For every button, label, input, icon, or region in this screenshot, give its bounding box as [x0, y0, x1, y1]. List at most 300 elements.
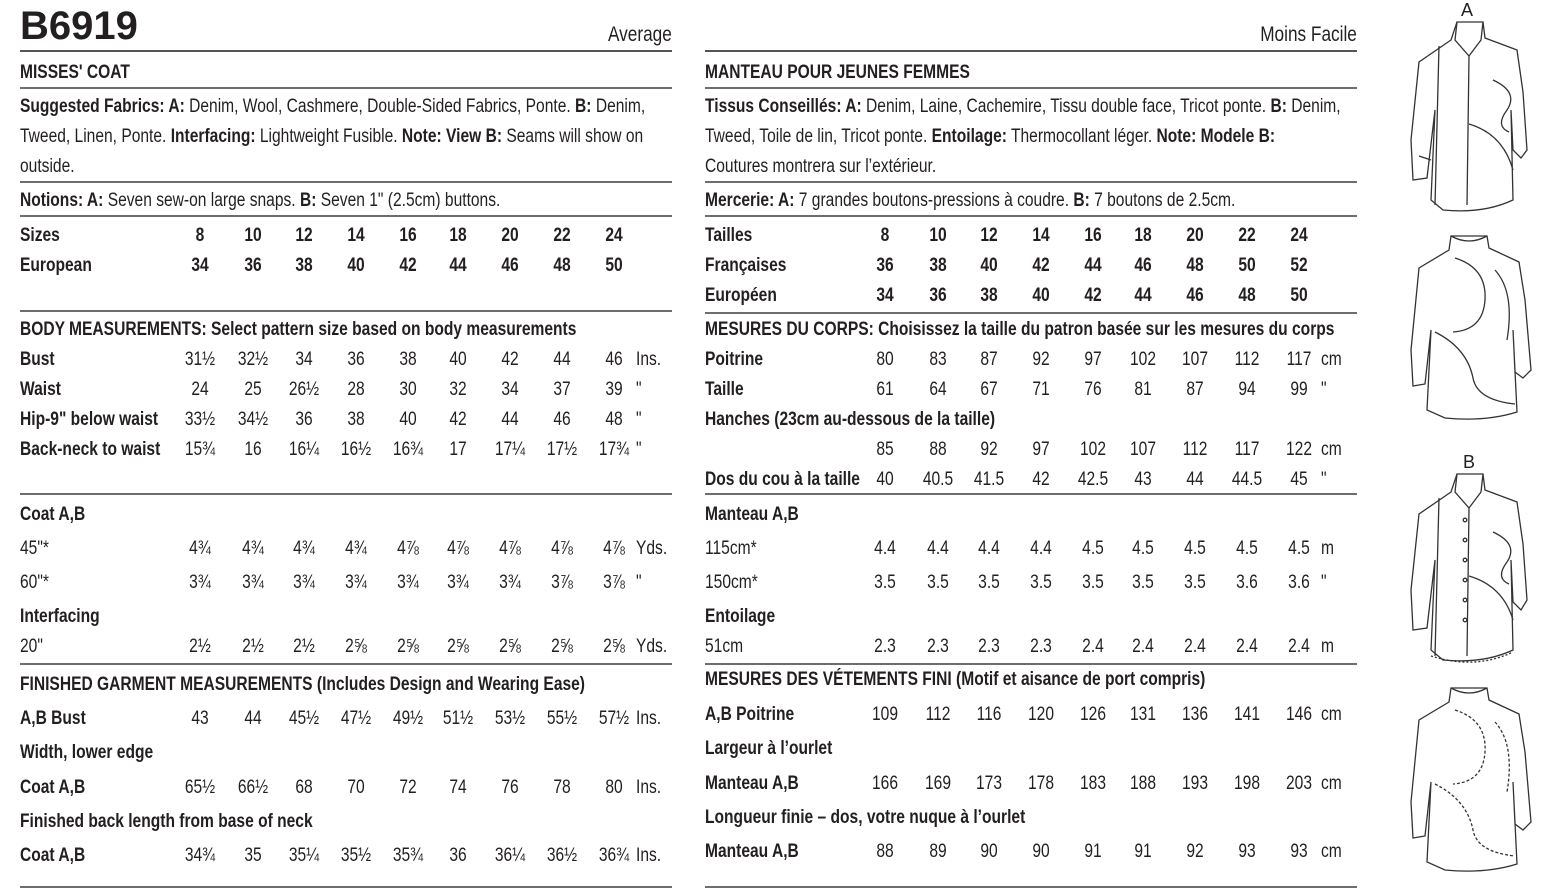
table-cell: 17½	[546, 439, 578, 460]
table-cell: 4⅞	[447, 538, 469, 559]
table-cell: 36½	[546, 845, 578, 866]
table-cell: 17	[449, 439, 467, 460]
table-cell: 34	[191, 255, 209, 276]
table-cell: 35½	[340, 845, 372, 866]
table-cell: 42	[1084, 285, 1102, 306]
text-segment: Thermocollant léger.	[1006, 126, 1157, 147]
table-cell: 3.5	[1132, 572, 1154, 593]
text-segment: Seven sew-on large snaps.	[103, 190, 300, 211]
table-cell: 3.5	[927, 572, 949, 593]
table-cell: 203	[1286, 773, 1312, 794]
table-cell: 44.5	[1231, 469, 1263, 490]
table-cell: 89	[929, 841, 947, 862]
table-cell: 38	[295, 255, 313, 276]
table-cell: 12	[980, 225, 998, 246]
table-cell: 3⅞	[603, 572, 625, 593]
unit-label: m	[1321, 636, 1334, 657]
table-cell: 46	[1186, 285, 1204, 306]
table-cell: 81	[1134, 379, 1152, 400]
table-cell: 88	[929, 439, 947, 460]
section-heading: MESURES DES VÉTEMENTS FINI (Motif et aisance de port compris)	[705, 669, 1206, 690]
row-label: 115cm*	[705, 538, 757, 559]
table-cell: 34	[295, 349, 313, 370]
table-cell: 99	[1290, 379, 1308, 400]
table-cell: 48	[1186, 255, 1204, 276]
text-segment: Mercerie: A:	[705, 190, 795, 211]
divider	[20, 886, 672, 888]
text-segment: Interfacing:	[170, 126, 256, 147]
table-cell: 25	[244, 379, 262, 400]
text-segment: Seams will show on	[502, 126, 644, 147]
table-cell: 2.3	[874, 636, 896, 657]
table-cell: 65½	[184, 777, 216, 798]
row-label: Coat A,B	[20, 777, 86, 798]
table-cell: 35	[244, 845, 262, 866]
table-cell: 34	[876, 285, 894, 306]
table-cell: 85	[876, 439, 894, 460]
table-cell: 97	[1084, 349, 1102, 370]
table-cell: 4¾	[189, 538, 211, 559]
table-cell: 16¼	[288, 439, 320, 460]
table-cell: 188	[1130, 773, 1156, 794]
fabrics-line	[20, 96, 645, 118]
table-cell: 24	[1290, 225, 1308, 246]
unit-label: "	[636, 572, 642, 593]
table-cell: 91	[1134, 841, 1152, 862]
row-label: Manteau A,B	[705, 841, 799, 862]
table-cell: 44	[1134, 285, 1152, 306]
table-cell: 3.6	[1288, 572, 1310, 593]
table-cell: 44	[244, 708, 262, 729]
table-cell: 2⅝	[397, 636, 419, 657]
table-cell: 42	[1032, 255, 1050, 276]
table-cell: 17¾	[598, 439, 630, 460]
table-cell: 42	[449, 409, 467, 430]
table-cell: 39	[605, 379, 623, 400]
section-heading: Entoilage	[705, 606, 776, 627]
coat-b-front-drawing	[1411, 474, 1527, 662]
table-cell: 36	[244, 255, 262, 276]
table-cell: 46	[1134, 255, 1152, 276]
table-cell: 34½	[237, 409, 269, 430]
table-cell: 93	[1290, 841, 1308, 862]
table-cell: 2.4	[1288, 636, 1310, 657]
table-cell: 42	[399, 255, 417, 276]
table-cell: 2.4	[1236, 636, 1258, 657]
table-cell: 2½	[242, 636, 264, 657]
table-cell: 3¾	[499, 572, 521, 593]
text-segment: outside.	[20, 156, 75, 177]
table-cell: 32	[449, 379, 467, 400]
table-cell: 3¾	[345, 572, 367, 593]
table-cell: 15¾	[184, 439, 216, 460]
table-cell: 3.6	[1236, 572, 1258, 593]
table-cell: 74	[449, 777, 467, 798]
row-label: A,B Poitrine	[705, 704, 795, 725]
row-label: Bust	[20, 349, 55, 370]
table-cell: 4.4	[978, 538, 1000, 559]
table-cell: 2½	[293, 636, 315, 657]
text-segment: B:	[575, 96, 592, 117]
text-segment: Coutures montrera sur l’extérieur.	[705, 156, 937, 177]
text-segment: Seven 1" (2.5cm) buttons.	[316, 190, 501, 211]
table-cell: 20	[1186, 225, 1204, 246]
table-cell: 193	[1182, 773, 1208, 794]
unit-label: Yds.	[636, 538, 668, 559]
table-cell: 102	[1130, 349, 1156, 370]
view-a-label: A	[1461, 0, 1474, 20]
table-cell: 97	[1032, 439, 1050, 460]
table-cell: 40.5	[922, 469, 954, 490]
table-cell: 12	[295, 225, 313, 246]
table-cell: 66½	[237, 777, 269, 798]
table-cell: 131	[1130, 704, 1156, 725]
section-heading: Manteau A,B	[705, 504, 799, 525]
table-cell: 112	[1182, 439, 1208, 460]
table-cell: 107	[1130, 439, 1156, 460]
table-cell: 4.5	[1184, 538, 1206, 559]
table-cell: 183	[1080, 773, 1106, 794]
table-cell: 40	[980, 255, 998, 276]
table-cell: 2.3	[978, 636, 1000, 657]
table-cell: 64	[929, 379, 947, 400]
table-cell: 52	[1290, 255, 1308, 276]
unit-label: cm	[1321, 704, 1342, 725]
row-label: Taille	[705, 379, 744, 400]
table-cell: 44	[1186, 469, 1204, 490]
table-cell: 3¾	[397, 572, 419, 593]
unit-label: Yds.	[636, 636, 668, 657]
unit-label: m	[1321, 538, 1334, 559]
table-cell: 37	[553, 379, 571, 400]
table-cell: 4.5	[1236, 538, 1258, 559]
text-segment: B:	[299, 190, 317, 211]
table-cell: 2⅝	[345, 636, 367, 657]
table-cell: 120	[1028, 704, 1054, 725]
table-cell: 87	[1186, 379, 1204, 400]
table-cell: 70	[347, 777, 365, 798]
text-segment: Tissus Conseillés: A:	[705, 96, 862, 117]
section-heading: BODY MEASUREMENTS: Select pattern size based on body measurements	[20, 319, 577, 340]
table-cell: 38	[399, 349, 417, 370]
divider	[705, 886, 1357, 888]
divider	[705, 663, 1357, 665]
row-label: A,B Bust	[20, 708, 86, 729]
table-cell: 24	[605, 225, 623, 246]
row-label: Françaises	[705, 255, 787, 276]
row-label: Tailles	[705, 225, 753, 246]
table-cell: 4¾	[242, 538, 264, 559]
text-segment: Suggested Fabrics: A:	[20, 96, 185, 117]
table-cell: 78	[553, 777, 571, 798]
table-cell: 31½	[184, 349, 216, 370]
table-cell: 30	[399, 379, 417, 400]
fabrics-line	[20, 156, 75, 178]
row-label: 51cm	[705, 636, 744, 657]
table-cell: 90	[1032, 841, 1050, 862]
table-cell: 93	[1238, 841, 1256, 862]
table-cell: 83	[929, 349, 947, 370]
table-cell: 61	[876, 379, 894, 400]
section-heading: FINISHED GARMENT MEASUREMENTS (Includes Design and Wearing Ease)	[20, 674, 586, 695]
technical-drawings	[1395, 0, 1552, 894]
table-cell: 42.5	[1077, 469, 1109, 490]
row-label: 150cm*	[705, 572, 758, 593]
table-cell: 53½	[494, 708, 526, 729]
table-cell: 4.4	[927, 538, 949, 559]
table-cell: 46	[553, 409, 571, 430]
coat-a-front-drawing	[1411, 22, 1527, 211]
table-cell: 40	[1032, 285, 1050, 306]
text-segment: Denim,	[1286, 96, 1341, 117]
text-segment: Denim, Laine, Cachemire, Tissu double face, Tricot ponte.	[861, 96, 1271, 117]
table-cell: 16¾	[392, 439, 424, 460]
table-cell: 38	[980, 285, 998, 306]
coat-b-back-drawing	[1411, 688, 1531, 871]
coat-drawings	[1395, 0, 1552, 894]
table-cell: 76	[501, 777, 519, 798]
text-segment: Tweed, Linen, Ponte.	[20, 126, 171, 147]
table-cell: 34	[501, 379, 519, 400]
table-cell: 92	[1186, 841, 1204, 862]
row-label: Sizes	[20, 225, 60, 246]
text-segment: B:	[1073, 190, 1090, 211]
unit-label: cm	[1321, 773, 1342, 794]
table-cell: 50	[1238, 255, 1256, 276]
table-cell: 4¾	[293, 538, 315, 559]
table-cell: 40	[449, 349, 467, 370]
table-cell: 24	[191, 379, 209, 400]
table-cell: 26½	[288, 379, 320, 400]
divider	[705, 181, 1357, 183]
text-segment: Tweed, Toile de lin, Tricot ponte.	[705, 126, 932, 147]
text-segment: Entoilage:	[931, 126, 1007, 147]
table-cell: 36	[449, 845, 467, 866]
table-cell: 126	[1080, 704, 1106, 725]
table-cell: 117	[1234, 439, 1260, 460]
section-heading: MESURES DU CORPS: Choisissez la taille du patron basée sur les mesures du corps	[705, 319, 1335, 340]
table-cell: 76	[1084, 379, 1102, 400]
table-cell: 109	[872, 704, 898, 725]
text-segment: Notions: A:	[20, 190, 104, 211]
table-cell: 10	[929, 225, 947, 246]
table-cell: 94	[1238, 379, 1256, 400]
table-cell: 2.4	[1132, 636, 1154, 657]
section-title: MANTEAU POUR JEUNES FEMMES	[705, 62, 970, 83]
table-cell: 32½	[237, 349, 269, 370]
table-cell: 46	[501, 255, 519, 276]
table-cell: 3¾	[189, 572, 211, 593]
table-cell: 22	[1238, 225, 1256, 246]
table-cell: 22	[553, 225, 571, 246]
table-cell: 3.5	[978, 572, 1000, 593]
table-cell: 71	[1032, 379, 1050, 400]
table-cell: 2.3	[1030, 636, 1052, 657]
table-cell: 42	[501, 349, 519, 370]
row-label: Back-neck to waist	[20, 439, 161, 460]
table-cell: 50	[1290, 285, 1308, 306]
divider	[705, 215, 1357, 217]
table-cell: 91	[1084, 841, 1102, 862]
fabrics-line	[20, 126, 643, 148]
table-cell: 4⅞	[551, 538, 573, 559]
table-cell: 122	[1286, 439, 1312, 460]
table-cell: 3.5	[1184, 572, 1206, 593]
table-cell: 2⅝	[447, 636, 469, 657]
table-cell: 44	[1084, 255, 1102, 276]
table-cell: 14	[1032, 225, 1050, 246]
row-label: Européen	[705, 285, 777, 306]
table-cell: 4¾	[345, 538, 367, 559]
text-segment: Note: View B:	[401, 126, 503, 147]
table-cell: 2.4	[1184, 636, 1206, 657]
section-heading: Hanches (23cm au-dessous de la taille)	[705, 409, 996, 430]
section-heading: Finished back length from base of neck	[20, 811, 313, 832]
table-cell: 80	[605, 777, 623, 798]
table-cell: 18	[1134, 225, 1152, 246]
table-cell: 35¼	[288, 845, 320, 866]
section-heading: Coat A,B	[20, 504, 86, 525]
table-cell: 4⅞	[499, 538, 521, 559]
divider	[20, 87, 672, 89]
table-cell: 107	[1182, 349, 1208, 370]
table-cell: 4⅞	[603, 538, 625, 559]
section-heading: Longueur finie – dos, votre nuque à l’ourlet	[705, 807, 1026, 828]
table-cell: 43	[1134, 469, 1152, 490]
table-cell: 2⅝	[551, 636, 573, 657]
table-cell: 44	[553, 349, 571, 370]
table-cell: 67	[980, 379, 998, 400]
table-cell: 4.5	[1288, 538, 1310, 559]
table-cell: 18	[449, 225, 467, 246]
row-label: Poitrine	[705, 349, 764, 370]
table-cell: 48	[553, 255, 571, 276]
table-cell: 68	[295, 777, 313, 798]
table-cell: 16	[399, 225, 417, 246]
unit-label: Ins.	[636, 708, 662, 729]
table-cell: 36¼	[494, 845, 526, 866]
unit-label: "	[1321, 572, 1327, 593]
divider	[705, 493, 1357, 495]
table-cell: 117	[1286, 349, 1312, 370]
text-segment: Denim,	[591, 96, 646, 117]
table-cell: 2⅝	[499, 636, 521, 657]
table-cell: 92	[1032, 349, 1050, 370]
table-cell: 173	[976, 773, 1002, 794]
table-cell: 38	[929, 255, 947, 276]
table-cell: 55½	[546, 708, 578, 729]
table-cell: 36	[929, 285, 947, 306]
text-segment: B:	[1270, 96, 1287, 117]
section-heading: Interfacing	[20, 606, 100, 627]
table-cell: 146	[1286, 704, 1312, 725]
table-cell: 36	[347, 349, 365, 370]
table-cell: 166	[872, 773, 898, 794]
table-cell: 45	[1290, 469, 1308, 490]
table-cell: 36	[295, 409, 313, 430]
text-segment: Note: Modele B:	[1156, 126, 1276, 147]
table-cell: 42	[1032, 469, 1050, 490]
table-cell: 88	[876, 841, 894, 862]
table-cell: 47½	[340, 708, 372, 729]
table-cell: 43	[191, 708, 209, 729]
fabrics-line	[705, 96, 1341, 118]
table-cell: 136	[1182, 704, 1208, 725]
table-cell: 72	[399, 777, 417, 798]
unit-label: Ins.	[636, 777, 662, 798]
table-cell: 10	[244, 225, 262, 246]
table-cell: 35¾	[392, 845, 424, 866]
table-cell: 17¼	[494, 439, 526, 460]
row-label: 45"*	[20, 538, 49, 559]
text-segment: Lightweight Fusible.	[255, 126, 402, 147]
table-cell: 80	[876, 349, 894, 370]
table-cell: 48	[605, 409, 623, 430]
table-cell: 8	[195, 225, 205, 246]
table-cell: 8	[880, 225, 890, 246]
table-cell: 40	[876, 469, 894, 490]
table-cell: 2⅝	[603, 636, 625, 657]
table-cell: 3.5	[874, 572, 896, 593]
table-cell: 4.5	[1082, 538, 1104, 559]
unit-label: "	[1321, 379, 1327, 400]
fabrics-line	[705, 126, 1275, 148]
table-cell: 48	[1238, 285, 1256, 306]
table-cell: 16	[1084, 225, 1102, 246]
row-label: Manteau A,B	[705, 773, 799, 794]
divider	[20, 215, 672, 217]
table-cell: 169	[925, 773, 951, 794]
table-cell: 46	[605, 349, 623, 370]
table-cell: 2.3	[927, 636, 949, 657]
unit-label: "	[636, 379, 642, 400]
divider	[20, 50, 672, 52]
unit-label: "	[636, 439, 642, 460]
row-label: European	[20, 255, 92, 276]
table-cell: 3¾	[447, 572, 469, 593]
table-cell: 45½	[288, 708, 320, 729]
divider	[705, 87, 1357, 89]
table-cell: 116	[976, 704, 1002, 725]
row-label: Dos du cou à la taille	[705, 469, 860, 490]
table-cell: 57½	[598, 708, 630, 729]
section-heading: Width, lower edge	[20, 742, 154, 763]
notions-line	[705, 190, 1235, 212]
row-label: Coat A,B	[20, 845, 86, 866]
divider	[20, 663, 672, 665]
fabrics-line	[705, 156, 936, 178]
unit-label: cm	[1321, 349, 1342, 370]
table-cell: 16½	[340, 439, 372, 460]
table-cell: 4⅞	[397, 538, 419, 559]
table-cell: 112	[925, 704, 951, 725]
table-cell: 2.4	[1082, 636, 1104, 657]
table-cell: 3.5	[1082, 572, 1104, 593]
table-cell: 4.4	[1030, 538, 1052, 559]
table-cell: 36	[876, 255, 894, 276]
table-cell: 92	[980, 439, 998, 460]
table-cell: 14	[347, 225, 365, 246]
table-cell: 34¾	[184, 845, 216, 866]
difficulty-label: Moins Facile	[1260, 23, 1357, 46]
unit-label: Ins.	[636, 845, 662, 866]
table-cell: 36¾	[598, 845, 630, 866]
table-cell: 40	[399, 409, 417, 430]
table-cell: 4.4	[874, 538, 896, 559]
coat-a-back-drawing	[1411, 236, 1531, 419]
table-cell: 112	[1234, 349, 1260, 370]
table-cell: 44	[501, 409, 519, 430]
